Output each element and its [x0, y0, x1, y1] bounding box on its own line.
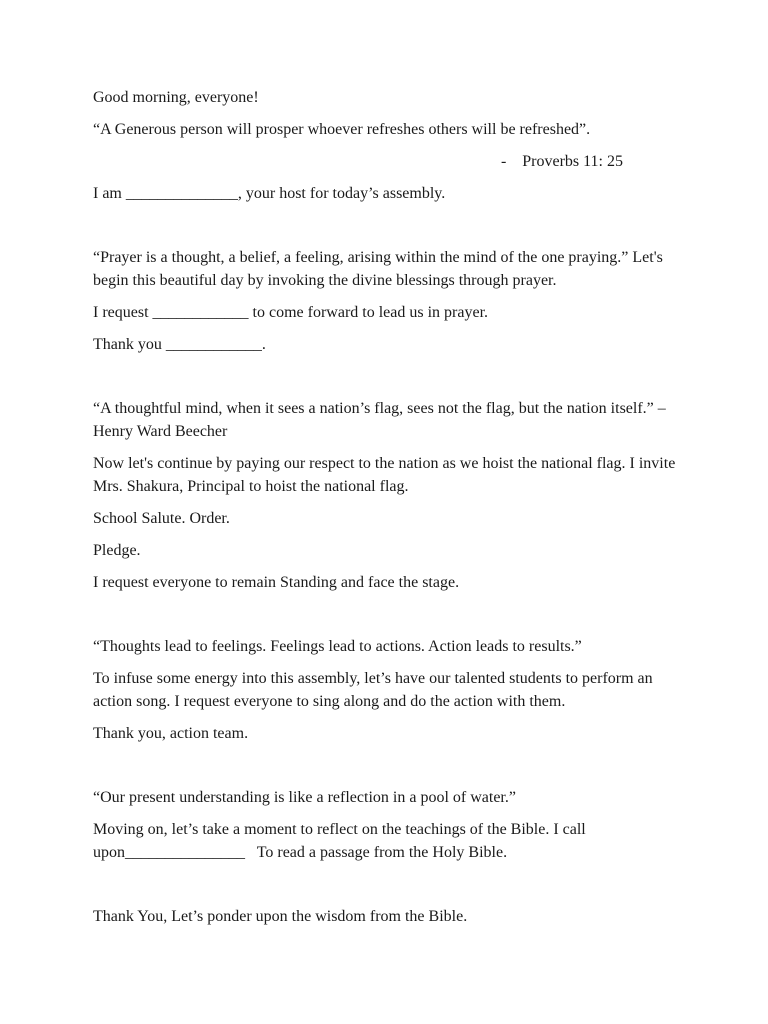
greeting: Good morning, everyone! — [93, 89, 259, 106]
reflection-quote: “Our present understanding is like a reflection in a pool of water.” — [93, 789, 516, 806]
host-introduction: I am ______________, your host for today’s assembly. — [93, 185, 446, 202]
quote-attribution: - Proverbs 11: 25 — [500, 153, 623, 170]
prayer-quote: “Prayer is a thought, a belief, a feeling, arising within the mind of the one praying.” Let's begin this beautiful day by invoking the divine blessings through prayer. — [93, 249, 667, 289]
opening-quote: “A Generous person will prosper whoever refreshes others will be refreshed”. — [93, 121, 591, 138]
flag-hoisting: Now let's continue by paying our respect to the nation as we hoist the national flag. I invite Mrs. Shakura, Principal to hoist the national flag. — [93, 455, 680, 495]
pledge: Pledge. — [93, 542, 141, 559]
bible-thanks: Thank You, Let’s ponder upon the wisdom from the Bible. — [93, 908, 468, 925]
document-body — [93, 86, 683, 928]
remain-standing: I request everyone to remain Standing and face the stage. — [93, 574, 460, 591]
bible-reading: Moving on, let’s take a moment to reflect on the teachings of the Bible. I call upon_______________ To read a passage from the Holy Bible. — [93, 821, 590, 861]
flag-quote: “A thoughtful mind, when it sees a nation’s flag, sees not the flag, but the nation itself.” – Henry Ward Beecher — [93, 400, 670, 440]
school-salute: School Salute. Order. — [93, 510, 230, 527]
action-song: To infuse some energy into this assembly, let’s have our talented students to perform an action song. I request everyone to sing along and do the action with them. — [93, 670, 657, 710]
action-thanks: Thank you, action team. — [93, 725, 249, 742]
prayer-request: I request ____________ to come forward to lead us in prayer. — [93, 304, 489, 321]
action-quote: “Thoughts lead to feelings. Feelings lead to actions. Action leads to results.” — [93, 638, 582, 655]
prayer-thanks: Thank you ____________. — [93, 336, 266, 353]
